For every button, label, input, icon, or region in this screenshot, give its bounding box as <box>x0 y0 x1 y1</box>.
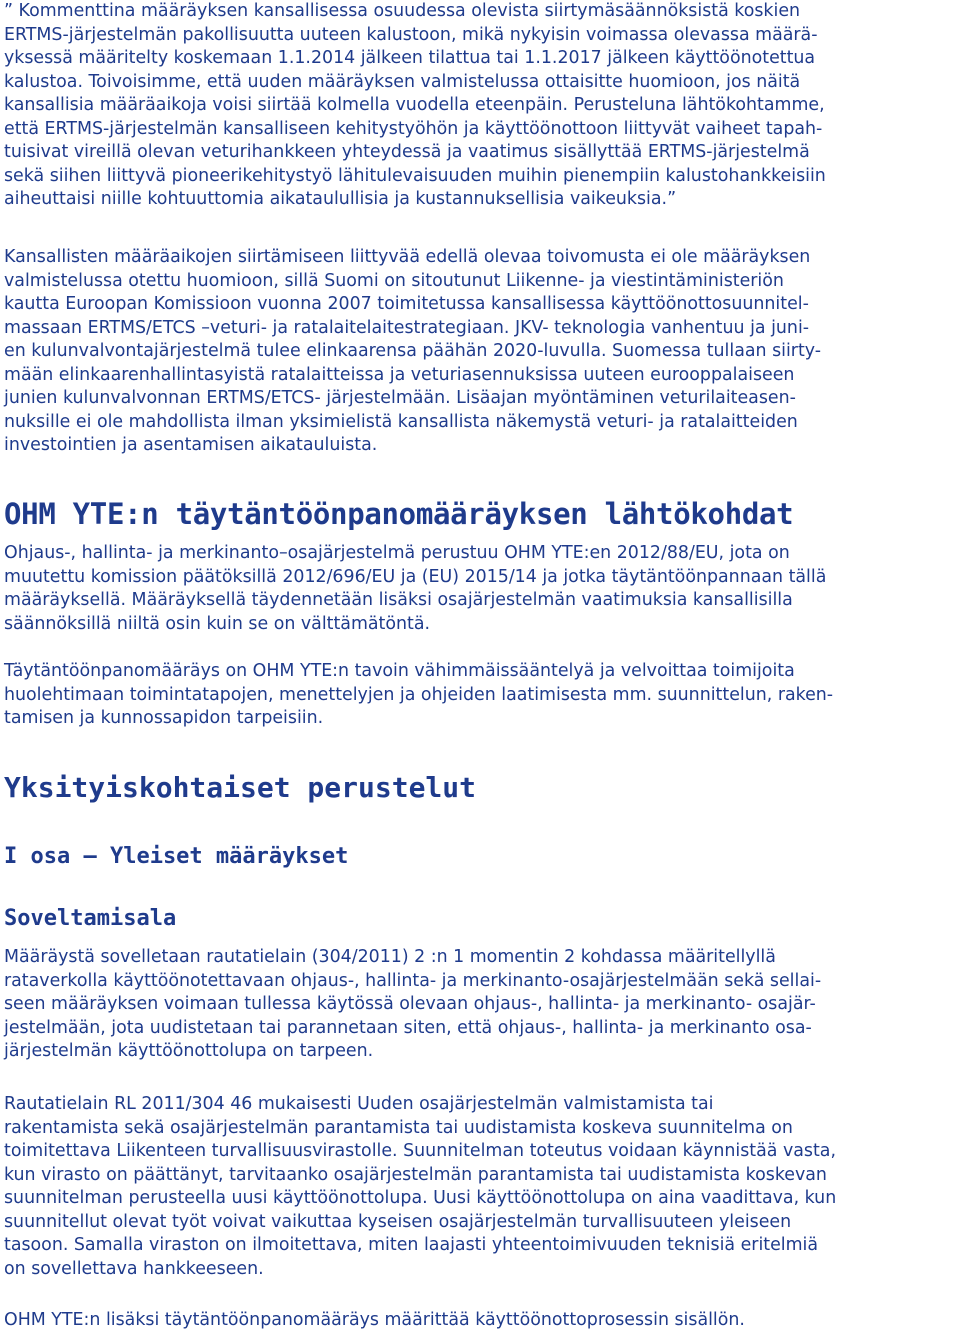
section-heading: OHM YTE:n täytäntöönpanomääräyksen lähtökohdat <box>4 497 794 531</box>
text-line: mään elinkaarenhallintasyistä ratalaitteissa ja veturiasennuksissa uuteen eurooppalaiseen <box>4 364 795 385</box>
text-line: kalustoa. Toivoisimme, että uuden määräyksen valmistelussa ottaisitte huomioon, jos näitä <box>4 71 801 92</box>
scope-paragraph-3 <box>4 1309 745 1333</box>
text-line: Kansallisten määräaikojen siirtämiseen liittyvää edellä olevaa toivomusta ei ole määräyksen <box>4 247 811 267</box>
text-line: määräyksellä. Määräyksellä täydennetään lisäksi osajärjestelmän vaatimuksia kansallisilla <box>4 590 793 610</box>
text-line: Määräystä sovelletaan rautatielain (304/2011) 2 :n 1 momentin 2 kohdassa määritellyllä <box>4 947 776 967</box>
comment-paragraph <box>4 0 826 212</box>
paragraph-lines <box>4 542 826 636</box>
text-line: Täytäntöönpanomääräys on OHM YTE:n tavoin vähimmäissääntelyä ja velvoittaa toimijoita <box>4 661 795 681</box>
section-heading: Yksityiskohtaiset perustelut <box>4 771 477 804</box>
scope-heading-wrap <box>4 905 176 933</box>
text-line: sekä siihen liittyvä pioneerikehitystyö lähitulevaisuuden muihin pienempiin kalustohankkeisiin <box>4 165 826 186</box>
text-line: jestelmään, jota uudistetaan tai parannetaan siten, että ohjaus-, hallinta- ja merkinanto osa- <box>4 1017 812 1038</box>
subsection-heading: Soveltamisala <box>4 906 177 931</box>
paragraph-lines <box>4 246 821 458</box>
text-line: että ERTMS-järjestelmän kansalliseen kehitystyöhön ja käyttöönottoon liittyvät vaiheet tapah- <box>4 118 823 139</box>
basis-paragraph-2 <box>4 660 833 731</box>
subsection-heading: I osa – Yleiset määräykset <box>4 844 349 869</box>
part1-heading-wrap <box>4 843 348 871</box>
paragraph-lines <box>4 1093 836 1281</box>
text-line: muutettu komission päätöksillä 2012/696/EU ja (EU) 2015/14 ja jotka täytäntöönpannaan tällä <box>4 566 827 587</box>
paragraph-lines <box>4 946 821 1064</box>
scope-paragraph-1 <box>4 946 821 1064</box>
text-line: tasoon. Samalla viraston on ilmoitettava, miten laajasti yhteentoimivuuden teknisiä eritelmiä <box>4 1235 819 1255</box>
text-line: säännöksillä niiltä osin kuin se on välttämätöntä. <box>4 613 431 634</box>
text-line: rakentamista sekä osajärjestelmän parantamista tai uudistamista koskeva suunnitelma on <box>4 1117 793 1138</box>
response-paragraph <box>4 246 821 458</box>
text-line: ERTMS-järjestelmän pakollisuutta uuteen kalustoon, mikä nykyisin voimassa olevassa määrä- <box>4 24 818 45</box>
main-heading-wrap <box>4 496 793 532</box>
text-line: massaan ERTMS/ETCS –veturi- ja ratalaitelaitestrategiaan. JKV- teknologia vanhentuu ja juni- <box>4 317 810 338</box>
text-line: en kulunvalvontajärjestelmä tulee elinkaarensa päähän 2020-luvulla. Suomessa tullaan siirty- <box>4 341 822 361</box>
scope-paragraph-2 <box>4 1093 836 1281</box>
text-line: on sovellettava hankkeeseen. <box>4 1258 264 1279</box>
text-line: toimitettava Liikenteen turvallisuusvirastolle. Suunnitelman toteutus voidaan käynnistää vasta, <box>4 1141 836 1161</box>
text-line: kautta Euroopan Komissioon vuonna 2007 toimitetussa kansallisessa käyttöönottosuunnitel- <box>4 294 809 314</box>
text-line: OHM YTE:n lisäksi täytäntöönpanomääräys määrittää käyttöönottoprosessin sisällön. <box>4 1310 745 1330</box>
text-line: suunnitelman perusteella uusi käyttöönottolupa. Uusi käyttöönottolupa on aina vaadittava, kun <box>4 1188 837 1208</box>
text-line: nuksille ei ole mahdollista ilman yksimielistä kansallista näkemystä veturi- ja ratalaitteiden <box>4 411 798 432</box>
text-line: tamisen ja kunnossapidon tarpeisiin. <box>4 708 324 728</box>
text-line: kansallisia määräaikoja voisi siirtää kolmella vuodella eteenpäin. Perusteluna lähtökohtamme, <box>4 95 825 115</box>
text-line: järjestelmän käyttöönottolupa on tarpeen. <box>4 1041 374 1061</box>
basis-paragraph-1 <box>4 542 826 636</box>
text-line: yksessä määritelty koskemaan 1.1.2014 jälkeen tilattua tai 1.1.2017 jälkeen käyttöönotettua <box>4 48 816 68</box>
text-line: tuisivat vireillä olevan veturihankkeen yhteydessä ja vaatimus sisällyttää ERTMS-järjestelmä <box>4 142 810 162</box>
text-line: huolehtimaan toimintatapojen, menettelyjen ja ohjeiden laatimisesta mm. suunnittelun, raken- <box>4 684 834 705</box>
text-line: aiheuttaisi niille kohtuuttomia aikataulullisia ja kustannuksellisia vaikeuksia.” <box>4 189 677 209</box>
text-line: Rautatielain RL 2011/304 46 mukaisesti Uuden osajärjestelmän valmistamista tai <box>4 1094 714 1114</box>
text-line: suunnitellut olevat työt voivat vaikuttaa kyseisen osajärjestelmän turvallisuuteen yleiseen <box>4 1211 792 1232</box>
paragraph-lines <box>4 1309 745 1333</box>
text-line: seen määräyksen voimaan tullessa käytössä olevaan ohjaus-, hallinta- ja merkinanto- osajär- <box>4 994 816 1014</box>
text-line: kun virasto on päättänyt, tarvitaanko osajärjestelmän parantamista tai uudistamista koskevan <box>4 1164 827 1185</box>
text-line: rataverkolla käyttöönotettavaan ohjaus-, hallinta- ja merkinanto-osajärjestelmään sekä sellai- <box>4 970 822 991</box>
text-line: junien kulunvalvonnan ERTMS/ETCS- järjestelmään. Lisäajan myöntäminen veturilaiteasen- <box>4 388 796 408</box>
text-line: valmistelussa otettu huomioon, sillä Suomi on sitoutunut Liikenne- ja viestintäministeriön <box>4 270 784 291</box>
text-line: ” Kommenttina määräyksen kansallisessa osuudessa olevista siirtymäsäännöksistä koskien <box>4 1 801 21</box>
paragraph-lines <box>4 0 826 212</box>
text-line: investointien ja asentamisen aikatauluista. <box>4 435 378 455</box>
text-line: Ohjaus-, hallinta- ja merkinanto–osajärjestelmä perustuu OHM YTE:en 2012/88/EU, jota on <box>4 543 790 563</box>
detailed-heading-wrap <box>4 771 476 805</box>
paragraph-lines <box>4 660 833 731</box>
